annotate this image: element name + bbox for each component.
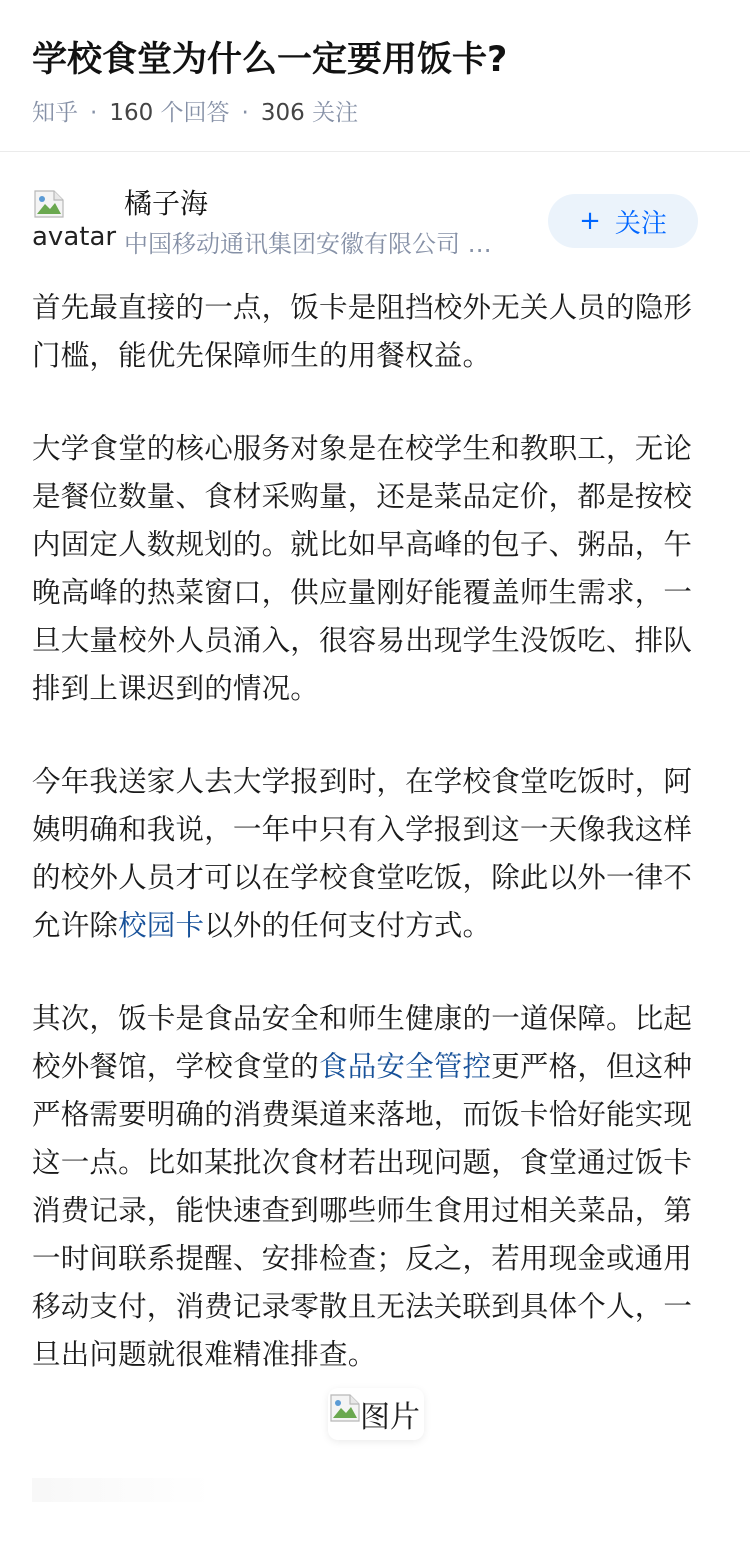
- paragraph-text: 其次，饭卡是食品安全和师生健康的一道保障。比起校外餐馆，学校食堂的: [32, 1002, 693, 1083]
- meta-separator: ·: [90, 100, 98, 126]
- author-name[interactable]: 橘子海: [124, 187, 209, 220]
- follow-button[interactable]: [548, 194, 698, 248]
- question-meta: [32, 96, 718, 130]
- answer-count-label[interactable]: 个回答: [160, 100, 230, 126]
- answer-paragraph: [32, 758, 718, 950]
- follow-count-label: 关注: [312, 100, 359, 126]
- meta-separator: ·: [241, 100, 249, 126]
- author-org: 中国移动通讯集团安徽有限公司 …: [124, 230, 492, 258]
- answer-content: [0, 270, 750, 1379]
- follow-count: 306: [260, 100, 305, 126]
- paragraph-text: 更严格，但这种严格需要明确的消费渠道来落地，而饭卡恰好能实现这一点。比如某批次食材若出现问题，食堂通过饭卡消费记录，能快速查到哪些师生食用过相关菜品，第一时间联系提醒、安排检查；反之，若用现金或通用移动支付，消费记录零散且无法关联到具体个人，一旦出问题就很难精准排查。: [32, 1050, 693, 1371]
- answer-paragraph: [32, 995, 718, 1379]
- image-alt-text: 图片: [360, 1400, 420, 1435]
- question-title[interactable]: 学校食堂为什么一定要用饭卡?: [32, 40, 508, 80]
- avatar[interactable]: [32, 188, 117, 254]
- answer-image[interactable]: [328, 1388, 424, 1440]
- link-campus-card[interactable]: 校园卡: [118, 909, 205, 942]
- answer-paragraph: 大学食堂的核心服务对象是在校学生和教职工，无论是餐位数量、食材采购量，还是菜品定价，都是按校内固定人数规划的。就比如早高峰的包子、粥品，午晚高峰的热菜窗口，供应量刚好能覆盖师生需求，一旦大量校外人员涌入，很容易出现学生没饭吃、排队排到上课迟到的情况。: [32, 432, 693, 705]
- answer-count: 160: [109, 100, 154, 126]
- author-info: [124, 186, 520, 260]
- fade-placeholder: [32, 1478, 212, 1502]
- broken-image-icon: [330, 1394, 360, 1422]
- question-header: [0, 0, 750, 152]
- link-food-safety[interactable]: 食品安全管控: [319, 1050, 492, 1083]
- broken-image-icon: [34, 190, 64, 218]
- paragraph-text: 今年我送家人去大学报到时，在学校食堂吃饭时，阿姨明确和我说，一年中只有入学报到这一天像我这样的校外人员才可以在学校食堂吃饭，除此以外一律不允许除: [32, 765, 693, 942]
- paragraph-text: 以外的任何支付方式。: [204, 909, 492, 942]
- plus-icon: +: [579, 206, 601, 236]
- source-label[interactable]: 知乎: [32, 100, 78, 126]
- author-row: [0, 152, 750, 270]
- avatar-alt-text: avatar: [32, 222, 117, 252]
- answer-paragraph: 首先最直接的一点，饭卡是阻挡校外无关人员的隐形门槛，能优先保障师生的用餐权益。: [32, 291, 693, 372]
- follow-button-label: 关注: [614, 208, 667, 239]
